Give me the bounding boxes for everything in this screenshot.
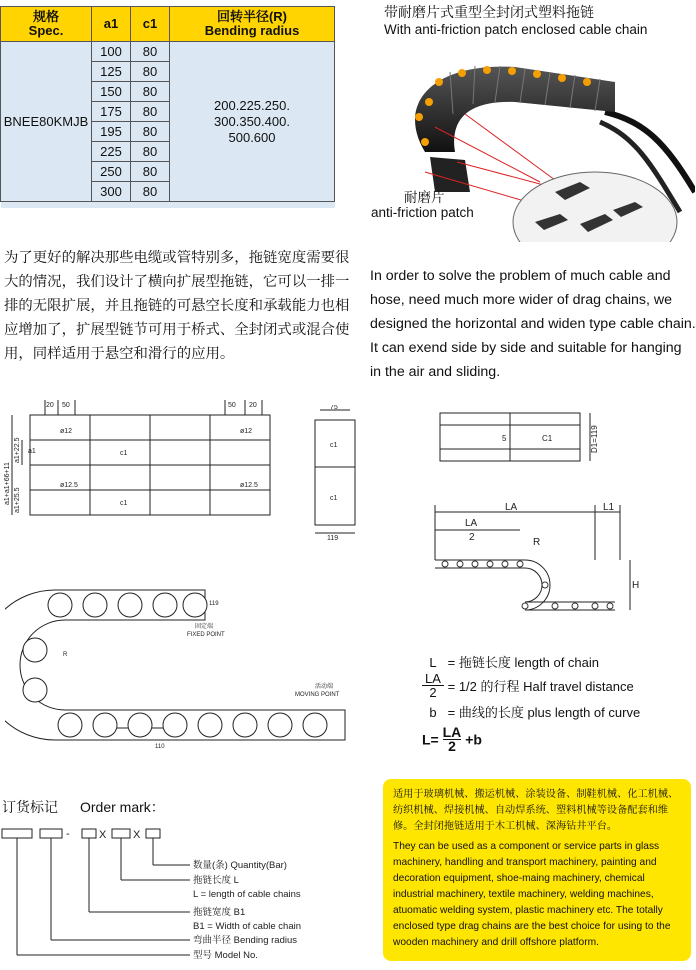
c1-header: c1 [131, 7, 170, 42]
label-R: R [533, 537, 541, 548]
dim-c1-lower: c1 [120, 500, 128, 507]
dim-a1: a1 [28, 448, 36, 455]
order-sep: - [66, 828, 70, 840]
c1-cell: 80 [131, 102, 170, 122]
product-title-en: With anti-friction patch enclosed cable chain [384, 22, 648, 37]
dim-phi125: ø12.5 [60, 482, 78, 489]
moving-point-en: MOVING POINT [295, 692, 340, 698]
label-LA-half-num: LA [465, 518, 478, 529]
product-title-cn: 带耐磨片式重型全封闭式塑料拖链 [384, 5, 594, 21]
spec-table [0, 6, 335, 208]
dim-119-side: 119 [209, 601, 219, 607]
dim-C1: C1 [542, 434, 553, 443]
order-label-length: 拖链长度 L [193, 875, 239, 886]
fixed-point-en: FIXED POINT [187, 632, 225, 638]
legend-L-symbol: L [429, 655, 437, 670]
applications-en: They can be used as a component or service parts in glass machinery, handling and transport machinery, painting and decoration equipment, shoe-maing machinery, chemical industrial machinery, textile machinery, welding machines, atuomatic welding system, plastic machinery etc. The totally enclosed type drag chains are the best choice for using to the wooden machinery and drill offshore platform. [393, 841, 671, 948]
c1-cell: 80 [131, 182, 170, 202]
patch-label-cn: 耐磨片 [404, 190, 445, 206]
radius-cell: 200.225.250. 300.350.400. 500.600 [170, 42, 335, 202]
dim-D1: D1=119 [590, 425, 599, 453]
dim-20: 20 [46, 402, 54, 409]
dim-c1-section-lower: c1 [330, 495, 338, 502]
a1-cell: 125 [92, 62, 131, 82]
c1-cell: 80 [131, 162, 170, 182]
formula-prefix: L= [422, 731, 439, 748]
c1-cell: 80 [131, 122, 170, 142]
order-label-width-en: B1 = Width of cable chain [193, 921, 301, 932]
dim-a1-255: a1+25.5 [14, 487, 21, 513]
c1-cell: 80 [131, 142, 170, 162]
dim-110: 110 [155, 744, 165, 750]
dim-119: 119 [327, 535, 339, 540]
formula-suffix: +b [465, 731, 482, 748]
legend-L-text: = 拖链长度 length of chain [447, 655, 600, 670]
a1-header: a1 [92, 7, 131, 42]
dim-50-right: 50 [228, 402, 236, 409]
a1-cell: 250 [92, 162, 131, 182]
order-label-width: 拖链宽度 B1 [193, 907, 246, 918]
order-label-quantity: 数量(条) Quantity(Bar) [193, 860, 287, 871]
order-mark-title-cn: 订货标记 [2, 800, 58, 816]
c1-cell: 80 [131, 42, 170, 62]
legend-LA-num: LA [422, 672, 444, 686]
expanded-chain-drawing [0, 395, 290, 535]
side-R: R [63, 652, 68, 658]
dim-a1-total: a1+a1+66+11 [4, 462, 11, 505]
cross-section-drawing [300, 405, 370, 540]
dim-20-right: 20 [249, 402, 257, 409]
order-x2: X [133, 829, 141, 841]
order-label-model: 型号 Model No. [193, 950, 258, 961]
applications-box [383, 779, 691, 961]
single-link-drawing [430, 405, 600, 470]
table-row [1, 42, 335, 62]
patch-label-en: anti-friction patch [371, 205, 474, 220]
label-L1: L1 [603, 502, 615, 513]
description-en: In order to solve the problem of much cable and hose, need much more wider of drag chains, we designed the horizontal and widen type cable chain. It can exend side by side and suitable for hanging in the air and sliding. [370, 268, 696, 380]
a1-cell: 100 [92, 42, 131, 62]
dim-phi12-right: ø12 [240, 428, 253, 435]
order-label-radius: 弯曲半径 Bending radius [193, 935, 298, 946]
formula-num: LA [442, 724, 462, 740]
a1-cell: 150 [92, 82, 131, 102]
dim-phi125-right: ø12.5 [240, 482, 258, 489]
a1-cell: 225 [92, 142, 131, 162]
order-mark-title-en: Order mark： [80, 799, 165, 815]
spec-header-row [1, 7, 335, 42]
legend-b-text: = 曲线的长度 plus length of curve [447, 705, 641, 720]
a1-cell: 300 [92, 182, 131, 202]
label-LA: LA [505, 502, 518, 513]
dim-c1-section: c1 [330, 442, 338, 449]
dim-75: 75 [330, 405, 338, 411]
travel-scheme-drawing [425, 500, 640, 620]
order-label-length-en: L = length of cable chains [193, 889, 301, 900]
a1-cell: 195 [92, 122, 131, 142]
side-view-drawing [5, 560, 365, 755]
order-mark-diagram [0, 825, 340, 965]
formula-den: 2 [448, 738, 456, 754]
legend [422, 652, 640, 756]
dim-5: 5 [502, 434, 507, 443]
applications-cn: 适用于玻璃机械、搬运机械、涂装设备、制鞋机械、化工机械、纺织机械、焊接机械、自动焊系统、塑料机械等设备配套和维修。全封闭拖链适用于木工机械、深海钻井平台。 [393, 789, 679, 832]
label-LA-half-den: 2 [469, 532, 475, 543]
legend-LA-den: 2 [429, 685, 437, 700]
order-x1: X [99, 829, 107, 841]
label-H: H [632, 580, 640, 591]
legend-b-symbol: b [429, 705, 437, 720]
radius-header: 回转半径(R) Bending radius [170, 7, 335, 42]
dim-50: 50 [62, 402, 70, 409]
moving-point-cn: 活动端 [315, 684, 334, 690]
dim-c1: c1 [120, 450, 128, 457]
spec-header: 规格 Spec. [1, 7, 92, 42]
description-cn: 为了更好的解决那些电缆或管特别多，拖链宽度需要很大的情况，我们设计了横向扩展型拖链，它可以一排一排的无限扩展，并且拖链的可悬空长度和承载能力也相应增加了，扩展型链节可用于桥式、全封闭式或混合使用，同样适用于悬空和滑行的应用。 [4, 250, 350, 362]
a1-cell: 175 [92, 102, 131, 122]
c1-cell: 80 [131, 62, 170, 82]
legend-LA-text: = 1/2 的行程 Half travel distance [447, 679, 634, 694]
model-cell: BNEE80KMJB [1, 42, 92, 202]
dim-a1-225: a1+22.5 [14, 437, 21, 463]
c1-cell: 80 [131, 82, 170, 102]
fixed-point-cn: 固定端 [195, 624, 214, 630]
dim-phi12: ø12 [60, 428, 73, 435]
